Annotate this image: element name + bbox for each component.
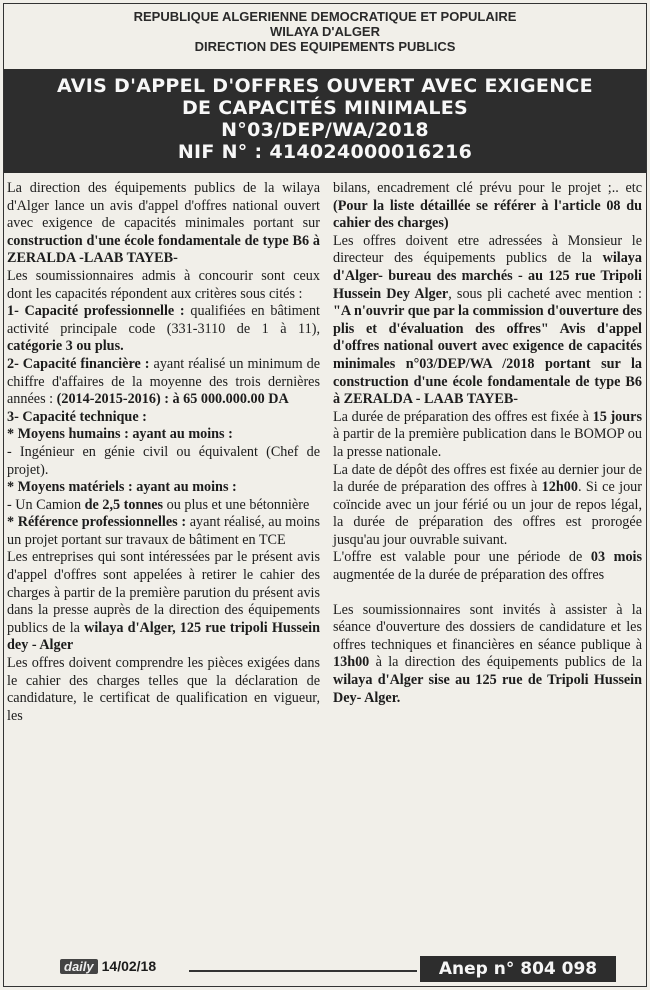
title-nif: NIF N° : 414024000016216 xyxy=(177,141,473,163)
validity-paragraph xyxy=(333,549,642,584)
submission-mention: "A n'ouvrir que par la commission d'ouverture des plis et d'évaluation des offres" Avis d'appel d'offres national ouvert avec exigence de capacités minimales n°03/DEP/WA /2018 portant sur la construction d'une école fondamentale de type B6 à ZERALDA - LAAB TAYEB- xyxy=(333,303,642,408)
paragraph-gap xyxy=(333,585,642,602)
material-resources-text xyxy=(7,497,320,515)
validity-text-a: L'offre est valable pour une période de xyxy=(333,549,591,566)
contents-continued xyxy=(333,180,642,233)
deposit-text-a: La date de dépôt des offres est fixée au dernier jour de la durée de préparation des offres à xyxy=(333,461,642,496)
duration-days: 15 jours xyxy=(592,408,642,425)
title-line-1: AVIS D'APPEL D'OFFRES OUVERT AVEC EXIGENCE xyxy=(57,75,593,97)
criterion-financial-amount: (2014-2015-2016) : à 65 000.000.00 DA xyxy=(56,391,289,408)
footer-divider xyxy=(189,970,417,972)
criterion-professional-category: catégorie 3 ou plus. xyxy=(7,338,124,355)
publication-info xyxy=(60,958,156,974)
human-resources-text: - Ingénieur en génie civil ou équivalent (Chef de projet). xyxy=(7,443,320,478)
withdrawal-address: wilaya d'Alger, 125 rue tripoli Hussein dey - Alger xyxy=(7,619,320,654)
contents-continued-text: bilans, encadrement clé prévu pour le projet ;.. etc xyxy=(333,180,642,196)
title-reference: N°03/DEP/WA/2018 xyxy=(221,119,429,141)
criterion-professional-text: qualifiées en bâtiment activité principale code (331-3110 de 1 à 11), xyxy=(7,303,321,337)
material-text-a: - Un Camion xyxy=(7,496,85,513)
material-resources xyxy=(7,479,320,497)
references xyxy=(7,514,320,549)
newspaper-logo: daily xyxy=(60,959,98,974)
opening-time: 13h00 xyxy=(333,654,370,671)
duration-paragraph xyxy=(333,409,642,462)
header-line-direction: DIRECTION DES EQUIPEMENTS PUBLICS xyxy=(194,39,456,54)
criterion-professional xyxy=(7,303,320,356)
admission-paragraph: Les soumissionnaires admis à concourir sont ceux dont les capacités répondent aux critères sous cités : xyxy=(7,267,320,302)
withdrawal-text: Les entreprises qui sont intéressées par le présent avis d'appel d'offres sont appelées à retirer le cahier des charges à partir de la première parution du présent avis dans la presse auprès de la direction des équipements publics de la xyxy=(7,549,320,636)
deposit-text-b: . Si ce jour coïncide avec un jour férié ou un jour de repos légal, la durée de préparation des offres est prorogée jusqu'au jour ouvrable suivant. xyxy=(333,479,643,548)
material-text-b: ou plus et une bétonnière xyxy=(163,496,310,513)
contents-paragraph: Les offres doivent comprendre les pièces exigées dans le cahier des charges telles que la déclaration de candidature, le certificat de qualification en vigueur, les xyxy=(7,655,320,724)
material-resources-label: * Moyens matériels : ayant au moins : xyxy=(7,479,237,496)
header xyxy=(0,9,650,54)
submission-paragraph xyxy=(333,233,642,409)
duration-text-a: La durée de préparation des offres est fixée à xyxy=(333,408,593,425)
duration-text-b: à partir de la première publication dans le BOMOP ou la presse nationale. xyxy=(333,426,642,460)
human-resources xyxy=(7,426,320,444)
deposit-time: 12h00 xyxy=(541,479,578,496)
criterion-financial xyxy=(7,356,320,409)
criterion-financial-label: 2- Capacité financière : xyxy=(7,355,150,372)
validity-period: 03 mois xyxy=(590,549,642,566)
contents-article-ref: (Pour la liste détaillée se référer à l'article 08 du cahier des charges) xyxy=(333,197,642,232)
criterion-technical xyxy=(7,409,320,427)
opening-text-b: à la direction des équipements publics de la xyxy=(369,654,642,671)
submission-address: wilaya d'Alger- bureau des marchés - au 125 rue Tripoli Hussein Dey Alger xyxy=(333,250,642,302)
references-label: * Référence professionnelles : xyxy=(7,514,187,531)
anep-reference: Anep n° 804 098 xyxy=(420,956,616,982)
withdrawal-paragraph xyxy=(7,549,320,655)
human-resources-label: * Moyens humains : ayant au moins : xyxy=(7,426,233,443)
footer xyxy=(4,956,646,984)
submission-text-b: , sous pli cacheté avec mention : xyxy=(448,285,643,302)
references-text: ayant réalisé, au moins un projet portant sur travaux de bâtiment en TCE xyxy=(7,514,320,548)
criterion-financial-text: ayant réalisé un minimum de chiffre d'affaires de la moyenne des trois dernières années : xyxy=(7,355,321,408)
title-line-2: DE CAPACITÉS MINIMALES xyxy=(181,97,469,119)
opening-paragraph xyxy=(333,602,642,708)
header-line-republic: REPUBLIQUE ALGERIENNE DEMOCRATIQUE ET POPULAIRE xyxy=(133,9,517,24)
title-box xyxy=(4,69,646,173)
opening-address: wilaya d'Alger sise au 125 rue de Tripoli Hussein Dey- Alger. xyxy=(333,672,642,706)
opening-text-a: Les soumissionnaires sont invités à assister à la séance d'ouverture des dossiers de candidature et les offres techniques et financières en séance publique à xyxy=(333,601,642,653)
criterion-technical-label: 3- Capacité technique : xyxy=(7,408,147,425)
submission-text: Les offres doivent etre adressées à Monsieur le directeur des équipements publics de la xyxy=(333,232,642,267)
right-column xyxy=(333,180,642,707)
left-column xyxy=(7,180,320,725)
intro-paragraph xyxy=(7,180,320,268)
header-line-wilaya: WILAYA D'ALGER xyxy=(270,24,380,39)
publication-date: 14/02/18 xyxy=(101,958,157,974)
material-tonnage: de 2,5 tonnes xyxy=(84,496,164,513)
criterion-professional-label: 1- Capacité professionnelle : xyxy=(7,303,185,320)
project-name: construction d'une école fondamentale de type B6 à ZERALDA -LAAB TAYEB- xyxy=(7,232,320,267)
intro-text: La direction des équipements publics de la wilaya d'Alger lance un avis d'appel d'offres national ouvert avec exigence de capacités minimales portant sur xyxy=(7,180,320,232)
validity-text-b: augmentée de la durée de préparation des offres xyxy=(333,567,605,584)
deposit-paragraph xyxy=(333,462,642,550)
